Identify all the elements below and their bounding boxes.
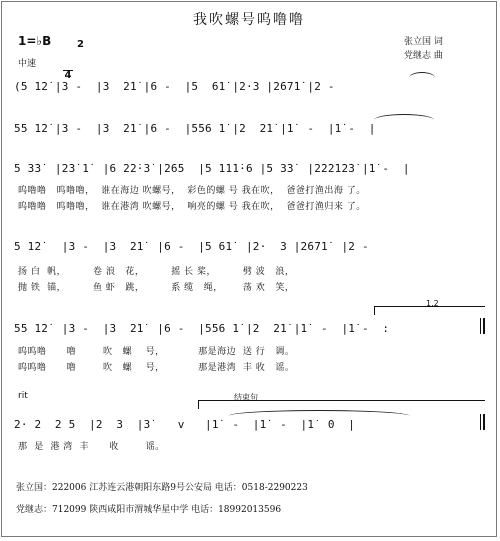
time-signature-numerator: 2 — [76, 39, 84, 50]
tie — [374, 114, 434, 120]
lyric-line-1: 呜噜噜 呜噜噜， 谁在海边 吹螺号， 彩色的螺 号 我在吹， 爸爸打渔出海 了。 — [18, 186, 366, 196]
repeat-barline-thin — [480, 318, 481, 334]
lyric-line-7: 那 是 港 湾 丰 收 谣。 — [18, 442, 165, 452]
key-signature: 1=♭B — [18, 34, 52, 48]
lyric-line-5: 呜呜噜 噜 吹 螺 号， 那是海边 送 行 调。 — [18, 347, 295, 357]
time-signature-denominator: 4 — [64, 70, 72, 81]
staff-line-3: 5 3̇3̇ |2̇3̇ 1̇ |6 2̇2̇·3̇ |2̇65 |5 1̇1̇1̇·6 |5 3̇3̇ |2̇2̇2̇1̇2̇3̇ |1̇ - | — [14, 162, 410, 175]
composer-address: 党继志：712099 陕西咸阳市渭城华星中学 电话：18992013596 — [16, 505, 282, 515]
staff-line-2: 55 1̇2̇ |3 - |3 2̇1̇ |6 - |556 1̇ |2 2̇1̇ |1̇ - |1̇ - | — [14, 122, 376, 135]
lyric-line-6: 呜呜噜 噜 吹 螺 号， 那是港湾 丰 收 谣。 — [18, 363, 295, 373]
staff-line-4: 5 1̇2̇ |3 - |3 2̇1̇ |6 - |5 61̇ |2· 3 |2̇67̇1̇ |2 - — [14, 240, 369, 253]
lyricist-address: 张立国：222006 江苏连云港朝阳东路9号公安局 电话：0518-2290223 — [16, 483, 308, 493]
ending-label: 结束句 — [234, 393, 258, 402]
final-barline-thin — [480, 414, 481, 430]
tie — [228, 410, 410, 416]
staff-line-6: 2· 2 2 5 |2 3 |3̇ v |1̇ - |1̇ - |1̇ 0 | — [14, 418, 356, 431]
tempo-marking: 中速 — [18, 59, 37, 69]
staff-line-5: 55 1̇2̇ |3 - |3 2̇1̇ |6 - |556 1̇ |2 2̇1̇ |1̇ - |1̇ - : — [14, 322, 390, 335]
lyricist-credit: 张立国 词 — [404, 37, 443, 47]
song-title: 我吹螺号呜噜噜 — [193, 12, 305, 28]
staff-line-1: (5 1̇2̇ |3 - |3 2̇1̇ |6 - |5 61̇ |2·3 |2̇67̇1̇ |2 - — [14, 80, 335, 93]
tie — [409, 72, 435, 78]
sheet-music-page — [1, 1, 497, 537]
volta-label: 1.2 — [426, 299, 439, 308]
lyric-line-3: 扬 白 帆， 卷 浪 花， 摇 长 桨， 劈 波 浪， — [18, 267, 295, 277]
composer-credit: 党继志 曲 — [404, 51, 443, 61]
lyric-line-2: 呜噜噜 呜噜噜， 谁在港湾 吹螺号， 响亮的螺 号 我在吹， 爸爸打渔归来 了。 — [18, 202, 366, 212]
ritardando-marking: rit — [18, 391, 28, 401]
repeat-barline-thick — [483, 318, 485, 334]
final-barline-thick — [483, 414, 485, 430]
lyric-line-4: 抛 铁 锚， 鱼 虾 跳， 系 缆 绳， 荡 欢 笑， — [18, 283, 295, 293]
